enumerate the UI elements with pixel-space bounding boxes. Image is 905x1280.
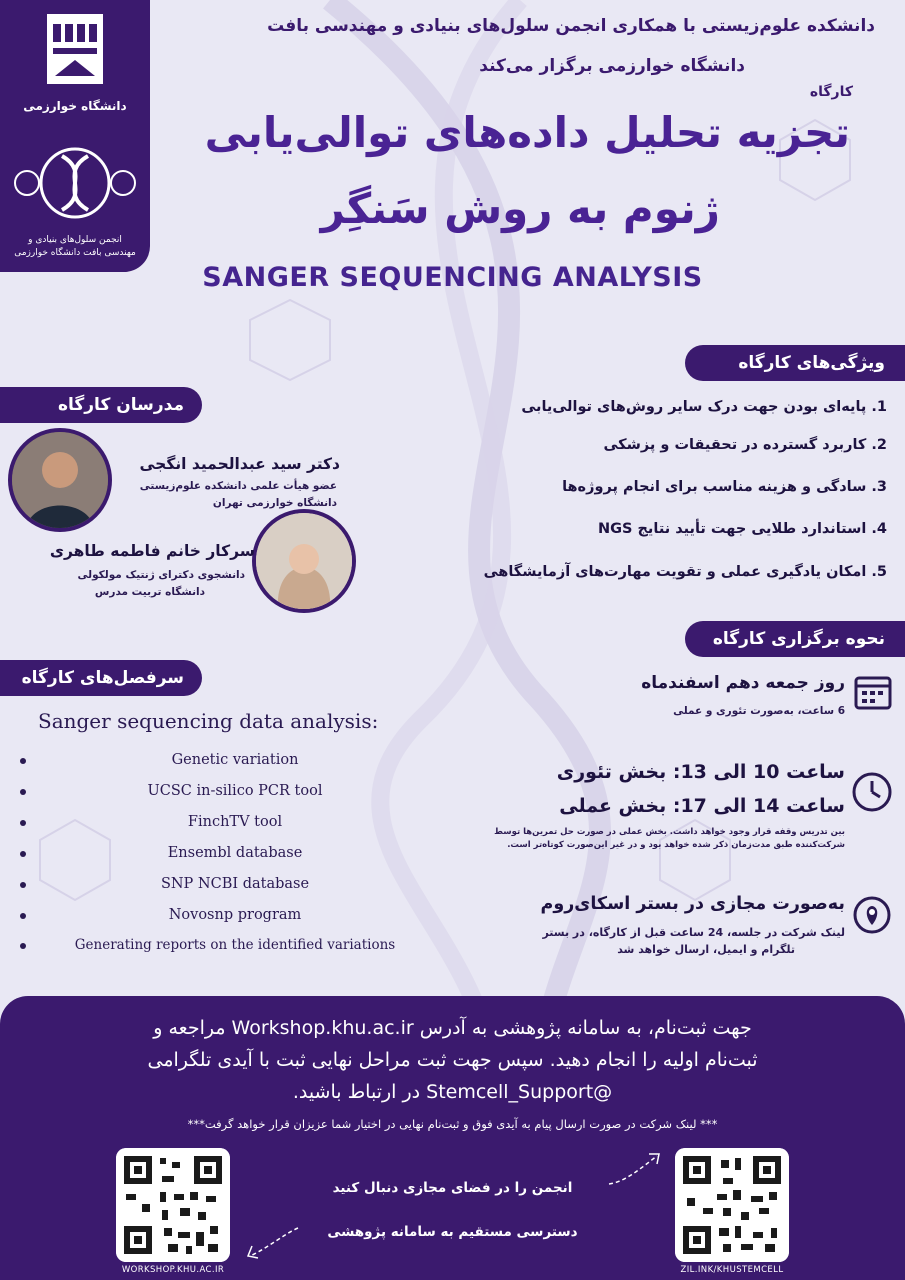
- instructor-1-university: دانشگاه خوارزمی تهران: [212, 497, 337, 509]
- workshop-tag: کارگاه: [809, 84, 853, 100]
- schedule-online-sub-1: لینک شرکت در جلسه، 24 ساعت قبل از کارگاه، در بستر: [542, 926, 845, 939]
- university-caption: دانشگاه خوارزمی: [23, 99, 127, 113]
- follow-association-text: انجمن را در فضای مجازی دنبال کنید: [332, 1180, 573, 1196]
- university-logo-icon: [43, 10, 107, 88]
- instructor-2-name: سرکار خانم فاطمه طاهری: [49, 542, 255, 560]
- association-logo-icon: [12, 138, 138, 228]
- instructor-2-title: دانشجوی دکترای ژنتیک مولکولی: [77, 569, 245, 581]
- syllabus-title: Sanger sequencing data analysis:: [38, 709, 379, 733]
- english-title: SANGER SEQUENCING ANALYSIS: [202, 262, 703, 293]
- features-heading: ویژگی‌های کارگاه: [685, 345, 905, 381]
- registration-line-2: ثبت‌نام اولیه را انجام دهید. سپس جهت ثبت مراحل نهایی ثبت با آیدی تلگرامی: [147, 1049, 758, 1071]
- syllabus-item: [20, 870, 450, 901]
- syllabus-item: [20, 777, 450, 808]
- schedule-heading: نحوه برگزاری کارگاه: [685, 621, 905, 657]
- logo-panel: [0, 0, 150, 272]
- schedule-note-2: شرکت‌کننده طبق مدت‌زمان ذکر شده خواهد بود و در غیر این‌صورت کوتاه‌تر است.: [507, 840, 845, 850]
- syllabus-item: [20, 746, 450, 777]
- syllabus-heading: سرفصل‌های کارگاه: [0, 660, 202, 696]
- feature-item-2: 2. کاربرد گسترده در تحقیقات و پزشکی: [603, 437, 887, 453]
- instructors-heading: مدرسان کارگاه: [0, 387, 202, 423]
- schedule-date: روز جمعه دهم اسفندماه: [641, 673, 845, 693]
- arrow-right-icon: [605, 1148, 667, 1188]
- organizer-line-2: دانشگاه خوارزمی برگزار می‌کند: [479, 56, 745, 76]
- syllabus-item: [20, 808, 450, 839]
- feature-item-4: 4. استاندارد طلایی جهت تأیید نتایج NGS: [597, 521, 887, 537]
- syllabus-item: [20, 839, 450, 870]
- schedule-online: به‌صورت مجازی در بستر اسکای‌روم: [540, 894, 845, 914]
- syllabus-item-text: Novosnp program: [168, 907, 302, 923]
- association-caption-2: مهندسی بافت دانشگاه خوارزمی: [14, 248, 136, 258]
- syllabus-item-text: Ensembl database: [167, 845, 303, 861]
- instructor-1-title: عضو هیأت علمی دانشکده علوم‌زیستی: [139, 480, 337, 492]
- schedule-note-1: بین تدریس وقفه قرار وجود خواهد داشت. بخش عملی در صورت حل تمرین‌ها توسط: [494, 827, 845, 837]
- association-caption-1: انجمن سلول‌های بنیادی و: [28, 235, 122, 245]
- syllabus-item: [20, 901, 450, 932]
- feature-item-5: 5. امکان یادگیری عملی و تقویت مهارت‌های آزمایشگاهی: [483, 564, 887, 580]
- syllabus-item-text: SNP NCBI database: [160, 876, 310, 892]
- feature-item-1: 1. پایه‌ای بودن جهت درک سایر روش‌های توالی‌یابی: [521, 399, 887, 415]
- organizer-line-1: دانشکده علوم‌زیستی با همکاری انجمن سلول‌های بنیادی و مهندسی بافت: [267, 16, 875, 36]
- location-icon: [852, 895, 892, 935]
- schedule-date-sub: 6 ساعت، به‌صورت تئوری و عملی: [673, 705, 845, 717]
- qr-right-caption: ZIL.INK/KHUSTEMCELL: [680, 1265, 784, 1275]
- schedule-practical: ساعت 14 الی 17: بخش عملی: [559, 795, 845, 817]
- registration-line-3: @Stemcell_Support در ارتباط باشید.: [292, 1081, 613, 1103]
- qr-code-workshop-icon[interactable]: [116, 1148, 230, 1262]
- schedule-online-sub-2: تلگرام و ایمیل، ارسال خواهد شد: [617, 943, 795, 956]
- syllabus-item-text: Generating reports on the identified variations: [74, 937, 396, 953]
- clock-icon: [850, 770, 894, 814]
- title-line-1: تجزیه تحلیل داده‌های توالی‌یابی: [204, 108, 850, 157]
- syllabus-item: [20, 931, 450, 962]
- syllabus-item-text: FinchTV tool: [187, 814, 283, 830]
- qr-left-caption: WORKSHOP.KHU.AC.IR: [121, 1265, 225, 1275]
- registration-notice: *** لینک شرکت در صورت ارسال پیام به آیدی فوق و ثبت‌نام نهایی در اختیار شما عزیزان قرار خواهد گرفت***: [187, 1117, 718, 1131]
- title-line-2: ژنوم به روش سَنگِر: [320, 184, 720, 233]
- instructor-2-university: دانشگاه تربیت مدرس: [94, 586, 205, 598]
- arrow-left-icon: [240, 1222, 302, 1262]
- schedule-theory: ساعت 10 الی 13: بخش تئوری: [556, 761, 845, 783]
- instructor-2-photo: [252, 509, 356, 613]
- instructor-1-photo: [8, 428, 112, 532]
- calendar-icon: [853, 672, 893, 712]
- instructor-1-name: دکتر سید عبدالحمید انگجی: [139, 455, 340, 473]
- qr-code-association-icon[interactable]: [675, 1148, 789, 1262]
- registration-line-1: جهت ثبت‌نام، به سامانه پژوهشی به آدرس Workshop.khu.ac.ir مراجعه و: [153, 1017, 752, 1039]
- syllabus-item-text: UCSC in-silico PCR tool: [147, 783, 323, 799]
- syllabus-item-text: Genetic variation: [171, 752, 299, 768]
- feature-item-3: 3. سادگی و هزینه مناسب برای انجام پروژه‌ها: [562, 479, 887, 495]
- direct-access-text: دسترسی مستقیم به سامانه پژوهشی: [327, 1224, 578, 1240]
